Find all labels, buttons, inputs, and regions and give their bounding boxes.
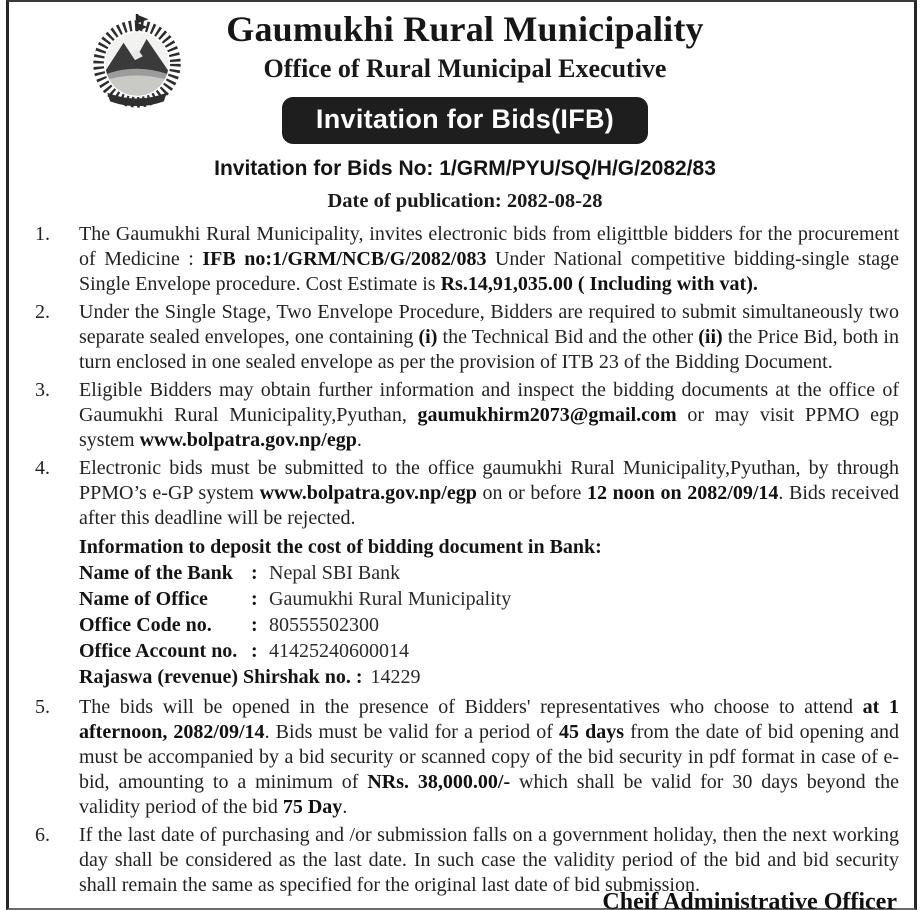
bank-row-colon: : <box>251 614 258 636</box>
document-header <box>31 8 899 213</box>
list-item-2 <box>31 300 899 375</box>
item-number: 6. <box>35 824 50 846</box>
document-frame <box>6 0 917 910</box>
bid-number-line: Invitation for Bids No: 1/GRM/PYU/SQ/H/G/2082/83 <box>214 157 716 180</box>
bank-row-value: 80555502300 <box>269 614 379 636</box>
bank-row-colon: : <box>251 588 258 610</box>
municipality-title: Gaumukhi Rural Municipality <box>226 9 704 49</box>
bank-row-label: Office Code no. <box>79 614 212 636</box>
bank-row-value: 14229 <box>370 666 421 688</box>
item-number: 3. <box>35 379 50 401</box>
bank-row-colon: : <box>251 640 258 662</box>
bank-row-name-of-office <box>79 586 899 612</box>
nepal-coat-of-arms-icon <box>89 12 185 112</box>
bank-row-value: Gaumukhi Rural Municipality <box>269 588 512 610</box>
bank-row-label: Rajaswa (revenue) Shirshak no. : <box>79 666 363 688</box>
bank-row-rajaswa-shirshak <box>79 664 899 690</box>
office-subtitle: Office of Rural Municipal Executive <box>263 54 667 83</box>
item-text: If the last date of purchasing and /or submission falls on a government holiday, then the next working day shall be considered as the last date. In such case the validity period of the bid and bid security shall remain the same as specified for the original last date of bid submission. <box>79 824 899 896</box>
item-number: 4. <box>35 457 50 479</box>
signature-title: Cheif Administrative Officer <box>602 889 897 910</box>
item-text: Eligible Bidders may obtain further information and inspect the bidding documents at the office of Gaumukhi Rural Municipality,Pyuthan, gaumukhirm2073@gmail.com or may visit PPMO egp system www.bolpatra.gov.np/egp. <box>79 379 899 451</box>
list-item-1 <box>31 222 899 297</box>
item-text: Electronic bids must be submitted to the office gaumukhi Rural Municipality,Pyuthan, by through PPMO’s e-GP system www.bolpatra.gov.np/egp on or before 12 noon on 2082/09/14. Bids received after this deadline will be rejected. <box>79 457 900 529</box>
bank-row-label: Office Account no. <box>79 640 238 662</box>
bank-info-block <box>79 534 899 690</box>
list-item-6 <box>31 823 899 898</box>
list-item-5 <box>31 695 899 820</box>
item-number: 2. <box>35 301 50 323</box>
bank-row-office-code <box>79 612 899 638</box>
list-item-4 <box>31 456 899 531</box>
publication-date-line: Date of publication: 2082-08-28 <box>327 190 603 212</box>
bank-info-heading: Information to deposit the cost of bidding document in Bank: <box>79 536 602 558</box>
bank-row-office-account <box>79 638 899 664</box>
item-text: Under the Single Stage, Two Envelope Procedure, Bidders are required to submit simultaneously two separate sealed envelopes, one containing (i) the Technical Bid and the other (ii) the Price Bid, both in turn enclosed in one sealed envelope as per the provision of ITB 23 of the Bidding Document. <box>79 301 899 373</box>
bank-row-label: Name of Office <box>79 588 208 610</box>
item-text: The bids will be opened in the presence of Bidders' representatives who choose to attend at 1 afternoon, 2082/09/14. Bids must be valid for a period of 45 days from the date of bid opening and must be accompanied by a bid security or scanned copy of the bid security in pdf format in case of e-bid, amounting to a minimum of NRs. 38,000.00/- which shall be valid for 30 days beyond the validity period of the bid 75 Day. <box>79 696 900 818</box>
list-item-3 <box>31 378 899 453</box>
item-text: The Gaumukhi Rural Municipality, invites electronic bids from eligittble bidders for the procurement of Medicine : IFB no:1/GRM/NCB/G/2082/083 Under National competitive bidding-single stage Single Envelope procedure. Cost Estimate is Rs.14,91,035.00 ( Including with vat). <box>79 223 900 295</box>
bank-row-name-of-bank <box>79 560 899 586</box>
bank-row-label: Name of the Bank <box>79 562 233 584</box>
bank-row-colon: : <box>251 562 258 584</box>
bank-row-value: 41425240600014 <box>269 640 409 662</box>
ifb-banner: Invitation for Bids(IFB) <box>282 97 648 144</box>
item-number: 5. <box>35 696 50 718</box>
item-number: 1. <box>35 223 50 245</box>
bank-row-value: Nepal SBI Bank <box>269 562 401 584</box>
